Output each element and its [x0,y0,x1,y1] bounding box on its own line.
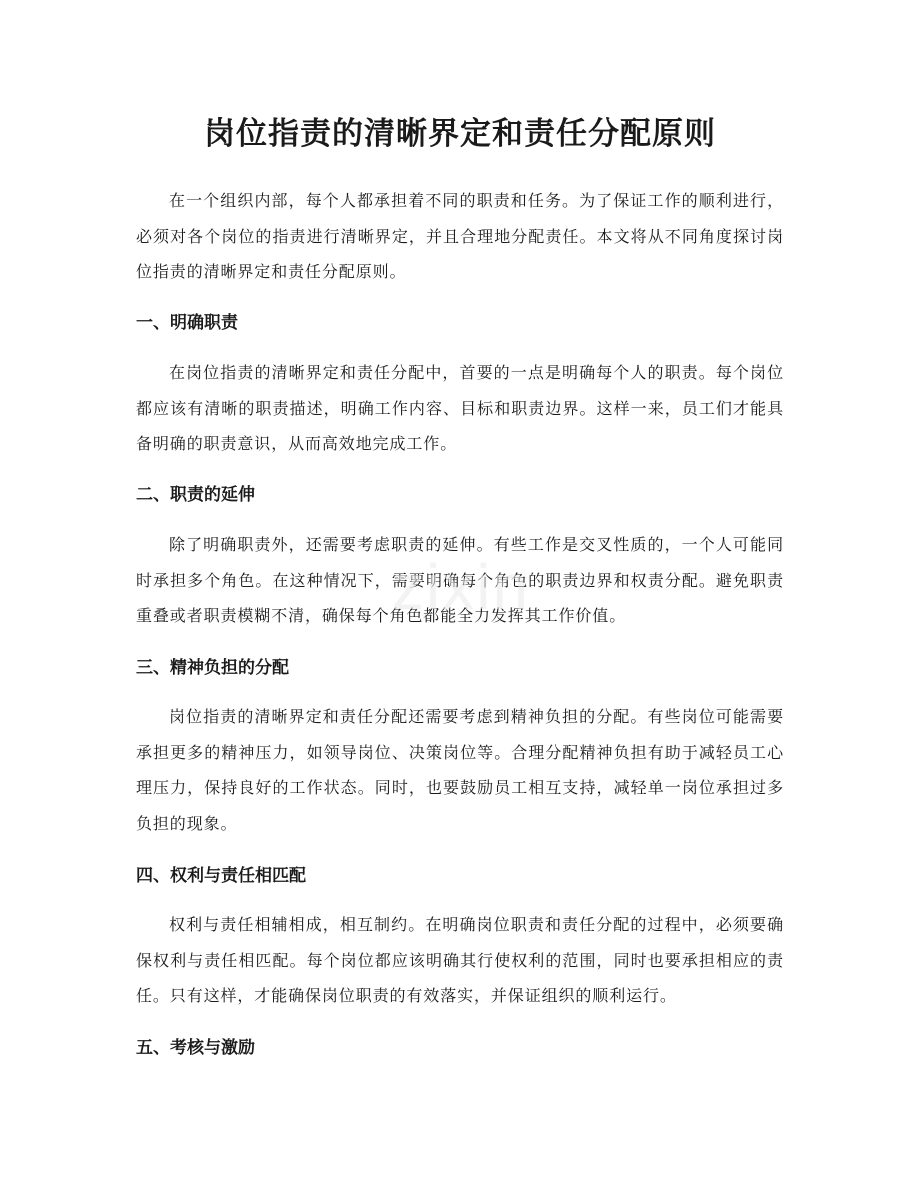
section-3-body: 岗位指责的清晰界定和责任分配还需要考虑到精神负担的分配。有些岗位可能需要承担更多的精神压力，如领导岗位、决策岗位等。合理分配精神负担有助于减轻员工心理压力，保持良好的工作状态。同时，也要鼓励员工相互支持，减轻单一岗位承担过多负担的现象。 [136,707,784,833]
intro-paragraph: 在一个组织内部，每个人都承担着不同的职责和任务。为了保证工作的顺利进行，必须对各个岗位的指责进行清晰界定，并且合理地分配责任。本文将从不同角度探讨岗位指责的清晰界定和责任分配原则。 [136,191,784,281]
section-5-heading: 五、考核与激励 [136,1038,255,1058]
section-2-heading: 二、职责的延伸 [136,485,255,505]
section-4-body: 权利与责任相辅相成，相互制约。在明确岗位职责和责任分配的过程中，必须要确保权利与责任相匹配。每个岗位都应该明确其行使权利的范围，同时也要承担相应的责任。只有这样，才能确保岗位职责的有效落实，并保证组织的顺利运行。 [136,915,784,1005]
document-title: 岗位指责的清晰界定和责任分配原则 [204,116,716,152]
section-1-body: 在岗位指责的清晰界定和责任分配中，首要的一点是明确每个人的职责。每个岗位都应该有清晰的职责描述，明确工作内容、目标和职责边界。这样一来，员工们才能具备明确的职责意识，从而高效地完成工作。 [136,363,784,453]
section-1-heading: 一、明确职责 [136,313,238,333]
section-3-heading: 三、精神负担的分配 [136,658,289,678]
section-4-heading: 四、权利与责任相匹配 [136,866,306,886]
watermark: zixin [392,551,531,623]
section-2-body: 除了明确职责外，还需要考虑职责的延伸。有些工作是交叉性质的，一个人可能同时承担多个角色。在这种情况下，需要明确每个角色的职责边界和权责分配。避免职责重叠或者职责模糊不清，确保每个角色都能全力发挥其工作价值。 [136,535,784,625]
